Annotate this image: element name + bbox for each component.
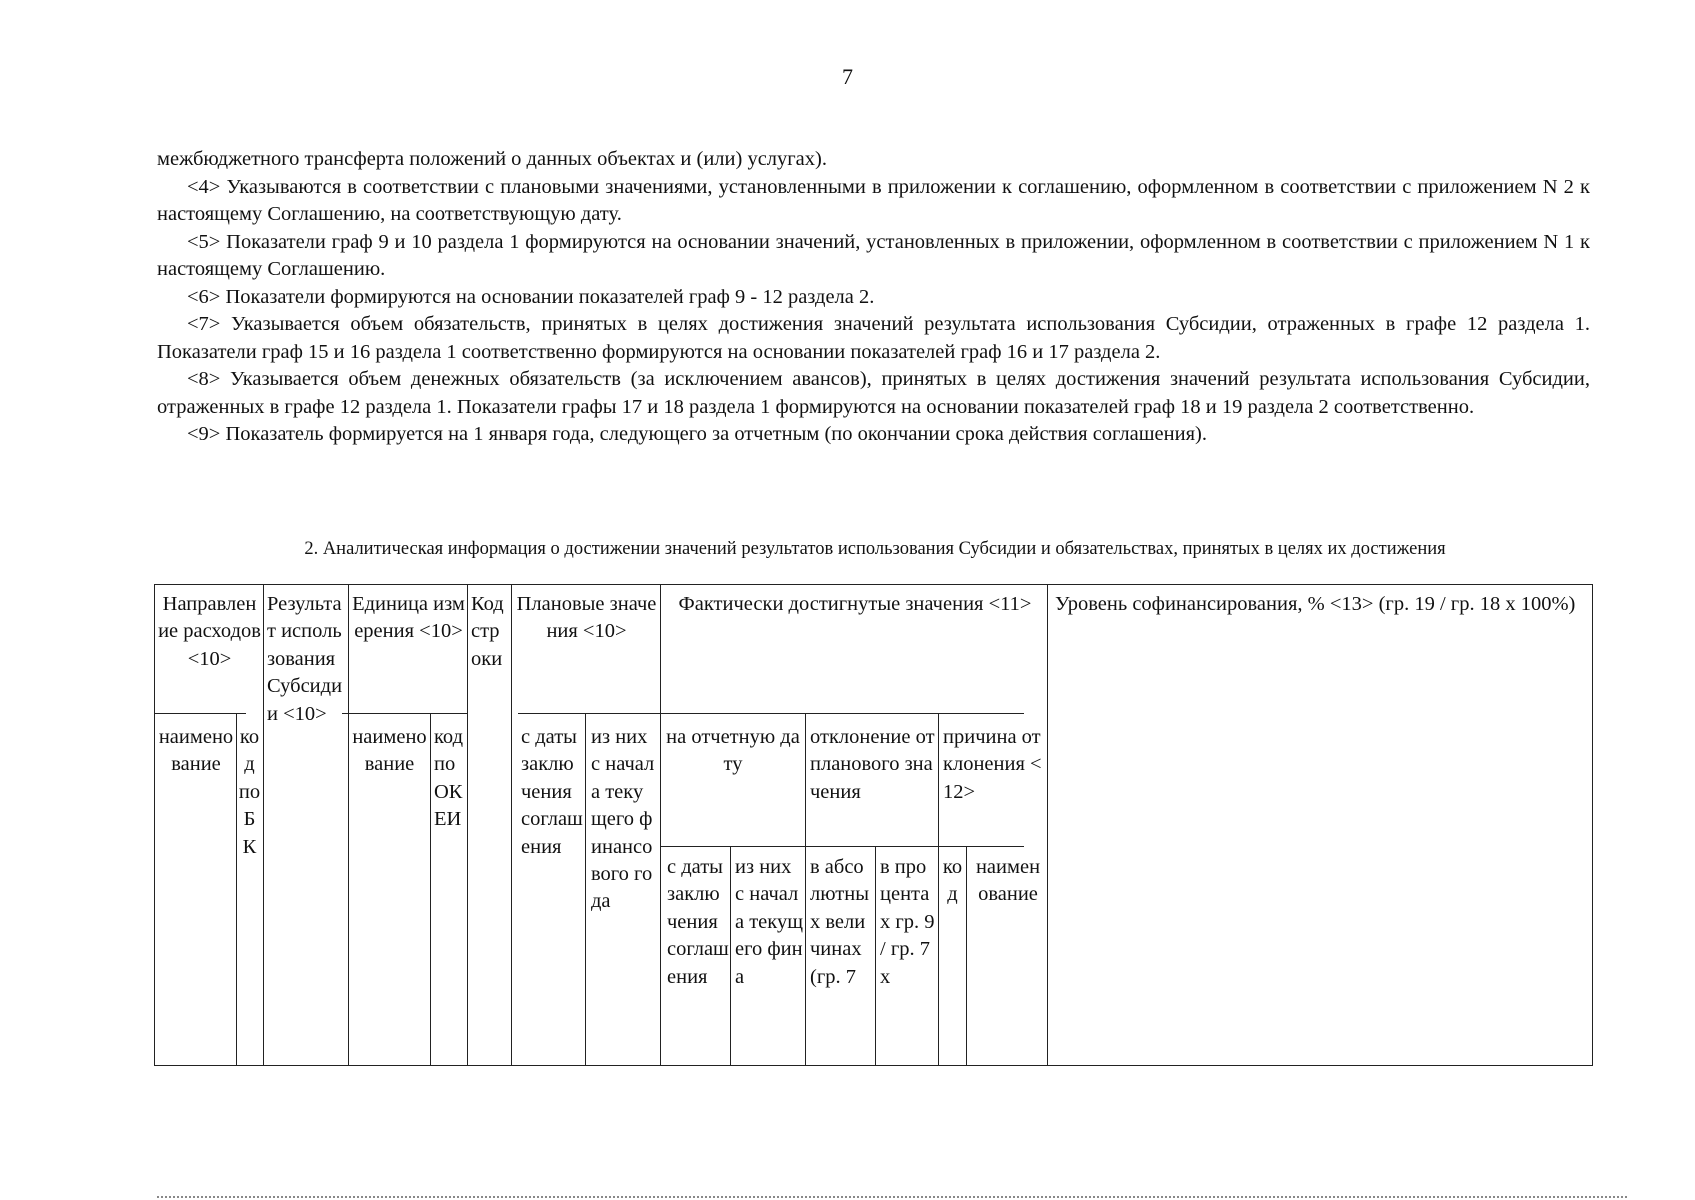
grid-rule (155, 713, 246, 714)
note-continuation: межбюджетного трансферта положений о данных объектах и (или) услугах). (157, 148, 827, 170)
grid-rule (966, 846, 967, 1065)
note-5: <5> Показатели граф 9 и 10 раздела 1 формируются на основании значений, установленных в приложении, оформленном в соответствии с приложением N 1 к настоящему Соглашению. (157, 230, 1590, 280)
header-deviation-pct: в процентах гр. 9 / гр. 7 x (880, 856, 935, 988)
grid-rule (730, 846, 731, 1065)
header-unit: Единица измерения <10> (352, 593, 465, 643)
grid-rule (585, 713, 586, 1065)
grid-rule (342, 713, 467, 714)
header-unit-name: наименование (352, 726, 427, 776)
analytics-table (154, 584, 1593, 1066)
note-8: <8> Указывается объем денежных обязательств (за исключением авансов), принятых в целях достижения значений результата использования Субсидии, отраженных в графе 12 раздела 1. Показатели графы 17 и 18 раздела 1 формируются на основании показателей граф 18 и 19 раздела 2 соответственно. (157, 368, 1590, 418)
header-deviation: отклонение от планового значения (810, 726, 935, 803)
note-6: <6> Показатели формируются на основании показателей граф 9 - 12 раздела 2. (187, 285, 875, 308)
grid-rule (661, 846, 1024, 847)
header-unit-code: код по ОКЕИ (434, 726, 464, 831)
header-actual-from-year: из них с начала текущего фина (735, 856, 803, 988)
note-4: <4> Указываются в соответствии с плановыми значениями, установленными в приложении к соглашению, оформленном в соответствии с приложением N 2 к настоящему Соглашению, на соответствующую дату. (157, 175, 1590, 225)
grid-rule (875, 846, 876, 1065)
grid-rule (660, 585, 661, 1065)
header-cofinancing: Уровень софинансирования, % <13> (гр. 19 / гр. 18 x 100%) (1055, 593, 1576, 615)
header-planned-from-year: из них с начала текущего финансового года (591, 726, 655, 913)
header-direction-name: наименование (158, 726, 234, 776)
footnotes (157, 146, 1590, 449)
header-direction: Направление расходов <10> (158, 593, 261, 670)
page-number: 7 (842, 64, 853, 89)
grid-rule (348, 585, 349, 1065)
section-title: 2. Аналитическая информация о достижении значений результатов использования Субсидии и обязательствах, принятых в целях их достижения (304, 539, 1446, 559)
grid-rule (263, 585, 264, 1065)
grid-rule (518, 713, 1024, 714)
header-result: Результат использования Субсидии <10> (267, 593, 343, 725)
header-actual-from-agreement: с даты заключения соглашения (667, 856, 729, 988)
header-deviation-abs: в абсолютных величинах (гр. 7 (810, 856, 869, 988)
header-row-code: Код строки (471, 593, 504, 670)
grid-rule (467, 585, 468, 1065)
header-direction-code: код по БК (238, 726, 261, 858)
header-planned-from-agreement: с даты заключения соглашения (521, 726, 583, 858)
note-9: <9> Показатель формируется на 1 января года, следующего за отчетным (по окончании срока действия соглашения). (187, 423, 1207, 445)
header-reason-code: код (942, 856, 963, 906)
header-actual: Фактически достигнутые значения <11> (678, 593, 1032, 615)
grid-rule (430, 713, 431, 1065)
header-actual-on-date: на отчетную дату (666, 726, 800, 776)
grid-rule (1047, 585, 1048, 1065)
header-reason: причина отклонения <12> (943, 726, 1042, 803)
grid-rule (805, 713, 806, 1065)
header-planned: Плановые значения <10> (516, 593, 657, 643)
grid-rule (511, 585, 512, 1065)
note-7: <7> Указывается объем обязательств, принятых в целях достижения значений результата использования Субсидии, отраженных в графе 12 раздела 1. Показатели граф 15 и 16 раздела 1 соответственно формируются на основании показателей граф 16 и 17 раздела 2. (157, 313, 1590, 363)
header-reason-name: наименование (975, 856, 1041, 906)
page-bottom-edge (157, 1196, 1627, 1198)
